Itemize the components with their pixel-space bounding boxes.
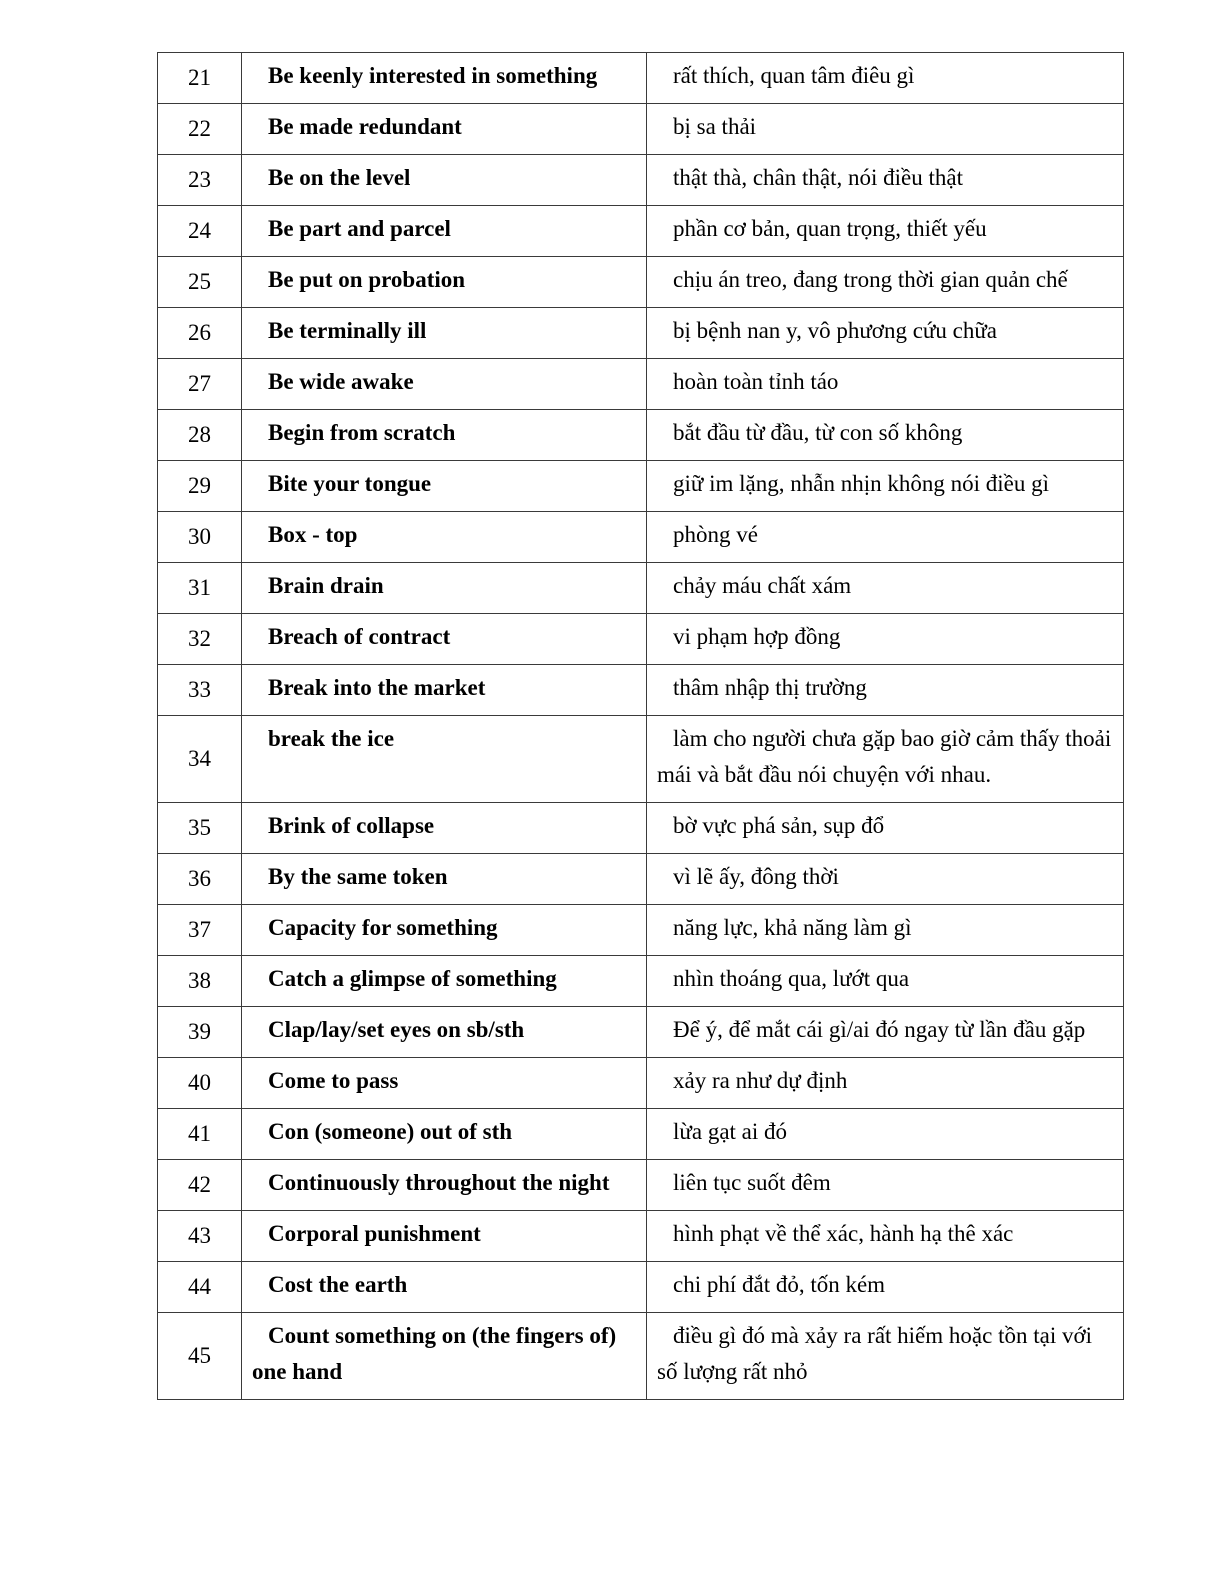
phrase-text: Clap/lay/set eyes on sb/sth bbox=[268, 1017, 525, 1042]
meaning-text: bị bệnh nan y, vô phương cứu chữa bbox=[673, 318, 997, 343]
table-row bbox=[158, 905, 1124, 956]
row-number: 43 bbox=[158, 1211, 242, 1262]
meaning-cell bbox=[647, 461, 1124, 512]
table-row bbox=[158, 1109, 1124, 1160]
phrase-cell bbox=[242, 461, 647, 512]
row-number: 30 bbox=[158, 512, 242, 563]
phrase-cell bbox=[242, 104, 647, 155]
phrase-text: Be made redundant bbox=[268, 114, 462, 139]
meaning-cell bbox=[647, 1211, 1124, 1262]
meaning-cell bbox=[647, 1109, 1124, 1160]
phrase-text: Cost the earth bbox=[268, 1272, 408, 1297]
phrase-text: Be on the level bbox=[268, 165, 411, 190]
phrase-cell bbox=[242, 410, 647, 461]
row-number: 42 bbox=[158, 1160, 242, 1211]
meaning-cell bbox=[647, 257, 1124, 308]
meaning-text: xảy ra như dự định bbox=[673, 1068, 848, 1093]
row-number: 25 bbox=[158, 257, 242, 308]
meaning-text: hình phạt về thể xác, hành hạ thê xác bbox=[673, 1221, 1014, 1246]
meaning-text: liên tục suốt đêm bbox=[673, 1170, 831, 1195]
phrase-text: Be part and parcel bbox=[268, 216, 451, 241]
phrase-cell bbox=[242, 803, 647, 854]
meaning-text: thâm nhập thị trường bbox=[673, 675, 867, 700]
row-number: 41 bbox=[158, 1109, 242, 1160]
phrase-text: Capacity for something bbox=[268, 915, 498, 940]
row-number: 23 bbox=[158, 155, 242, 206]
phrase-text: Come to pass bbox=[268, 1068, 399, 1093]
phrase-cell bbox=[242, 1007, 647, 1058]
phrase-text: Brain drain bbox=[268, 573, 384, 598]
meaning-text: lừa gạt ai đó bbox=[673, 1119, 788, 1144]
meaning-text: chịu án treo, đang trong thời gian quản chế bbox=[673, 267, 1068, 292]
row-number: 40 bbox=[158, 1058, 242, 1109]
phrase-text: Bite your tongue bbox=[268, 471, 432, 496]
meaning-text: bắt đầu từ đầu, từ con số không bbox=[673, 420, 963, 445]
meaning-text: bị sa thải bbox=[673, 114, 757, 139]
table-row bbox=[158, 308, 1124, 359]
meaning-text: vì lẽ ấy, đông thời bbox=[673, 864, 839, 889]
row-number: 39 bbox=[158, 1007, 242, 1058]
meaning-text: phần cơ bản, quan trọng, thiết yếu bbox=[673, 216, 987, 241]
phrase-text: Begin from scratch bbox=[268, 420, 456, 445]
row-number: 31 bbox=[158, 563, 242, 614]
meaning-text: điều gì đó mà xảy ra rất hiếm hoặc tồn tại với số lượng rất nhỏ bbox=[657, 1323, 1093, 1384]
table-row bbox=[158, 1211, 1124, 1262]
phrase-cell bbox=[242, 1313, 647, 1400]
phrase-text: Corporal punishment bbox=[268, 1221, 481, 1246]
meaning-text: thật thà, chân thật, nói điều thật bbox=[673, 165, 963, 190]
meaning-cell bbox=[647, 155, 1124, 206]
phrase-cell bbox=[242, 512, 647, 563]
table-row bbox=[158, 1313, 1124, 1400]
phrase-cell bbox=[242, 1058, 647, 1109]
table-row bbox=[158, 1160, 1124, 1211]
table-row bbox=[158, 410, 1124, 461]
phrase-cell bbox=[242, 614, 647, 665]
meaning-cell bbox=[647, 1058, 1124, 1109]
phrase-cell bbox=[242, 1109, 647, 1160]
table-row bbox=[158, 206, 1124, 257]
phrase-text: Be wide awake bbox=[268, 369, 414, 394]
row-number: 21 bbox=[158, 53, 242, 104]
table-row bbox=[158, 956, 1124, 1007]
meaning-text: nhìn thoáng qua, lướt qua bbox=[673, 966, 910, 991]
phrase-text: Con (someone) out of sth bbox=[268, 1119, 513, 1144]
row-number: 24 bbox=[158, 206, 242, 257]
phrase-text: break the ice bbox=[268, 726, 395, 751]
row-number: 38 bbox=[158, 956, 242, 1007]
phrase-cell bbox=[242, 206, 647, 257]
phrase-cell bbox=[242, 665, 647, 716]
row-number: 28 bbox=[158, 410, 242, 461]
row-number: 45 bbox=[158, 1313, 242, 1400]
phrase-cell bbox=[242, 308, 647, 359]
phrase-cell bbox=[242, 956, 647, 1007]
table-row bbox=[158, 716, 1124, 803]
phrase-text: By the same token bbox=[268, 864, 448, 889]
meaning-cell bbox=[647, 854, 1124, 905]
row-number: 32 bbox=[158, 614, 242, 665]
phrase-text: Box - top bbox=[268, 522, 358, 547]
phrase-cell bbox=[242, 905, 647, 956]
phrase-text: Catch a glimpse of something bbox=[268, 966, 557, 991]
vocabulary-table bbox=[157, 52, 1124, 1400]
phrase-text: Be put on probation bbox=[268, 267, 466, 292]
phrase-cell bbox=[242, 1160, 647, 1211]
meaning-cell bbox=[647, 563, 1124, 614]
table-row bbox=[158, 614, 1124, 665]
meaning-cell bbox=[647, 53, 1124, 104]
meaning-cell bbox=[647, 716, 1124, 803]
table-row bbox=[158, 359, 1124, 410]
meaning-cell bbox=[647, 1313, 1124, 1400]
meaning-cell bbox=[647, 803, 1124, 854]
phrase-cell bbox=[242, 155, 647, 206]
meaning-text: bờ vực phá sản, sụp đổ bbox=[673, 813, 885, 838]
phrase-cell bbox=[242, 359, 647, 410]
table-row bbox=[158, 461, 1124, 512]
table-row bbox=[158, 257, 1124, 308]
phrase-cell bbox=[242, 854, 647, 905]
meaning-text: chảy máu chất xám bbox=[673, 573, 852, 598]
phrase-text: Breach of contract bbox=[268, 624, 451, 649]
meaning-text: giữ im lặng, nhẫn nhịn không nói điều gì bbox=[673, 471, 1049, 496]
phrase-cell bbox=[242, 563, 647, 614]
table-row bbox=[158, 155, 1124, 206]
meaning-cell bbox=[647, 614, 1124, 665]
table-row bbox=[158, 512, 1124, 563]
meaning-text: làm cho người chưa gặp bao giờ cảm thấy thoải mái và bắt đầu nói chuyện với nhau. bbox=[657, 726, 1112, 787]
meaning-cell bbox=[647, 512, 1124, 563]
row-number: 29 bbox=[158, 461, 242, 512]
row-number: 22 bbox=[158, 104, 242, 155]
meaning-text: Để ý, để mắt cái gì/ai đó ngay từ lần đầu gặp bbox=[673, 1017, 1086, 1042]
meaning-cell bbox=[647, 308, 1124, 359]
table-row bbox=[158, 854, 1124, 905]
phrase-cell bbox=[242, 257, 647, 308]
phrase-text: Count something on (the fingers of) one hand bbox=[252, 1323, 617, 1384]
row-number: 26 bbox=[158, 308, 242, 359]
table-row bbox=[158, 1058, 1124, 1109]
phrase-text: Be keenly interested in something bbox=[268, 63, 598, 88]
row-number: 37 bbox=[158, 905, 242, 956]
meaning-text: rất thích, quan tâm điêu gì bbox=[673, 63, 915, 88]
meaning-cell bbox=[647, 410, 1124, 461]
meaning-text: năng lực, khả năng làm gì bbox=[673, 915, 912, 940]
meaning-cell bbox=[647, 1007, 1124, 1058]
phrase-cell bbox=[242, 1211, 647, 1262]
row-number: 34 bbox=[158, 716, 242, 803]
phrase-text: Brink of collapse bbox=[268, 813, 435, 838]
table-row bbox=[158, 665, 1124, 716]
meaning-cell bbox=[647, 1262, 1124, 1313]
row-number: 44 bbox=[158, 1262, 242, 1313]
table-row bbox=[158, 563, 1124, 614]
meaning-text: phòng vé bbox=[673, 522, 758, 547]
meaning-text: hoàn toàn tỉnh táo bbox=[673, 369, 839, 394]
meaning-cell bbox=[647, 359, 1124, 410]
meaning-text: chi phí đắt đỏ, tốn kém bbox=[673, 1272, 886, 1297]
table-row bbox=[158, 53, 1124, 104]
phrase-cell bbox=[242, 53, 647, 104]
meaning-cell bbox=[647, 206, 1124, 257]
row-number: 27 bbox=[158, 359, 242, 410]
meaning-cell bbox=[647, 956, 1124, 1007]
row-number: 33 bbox=[158, 665, 242, 716]
phrase-text: Continuously throughout the night bbox=[268, 1170, 610, 1195]
table-row bbox=[158, 803, 1124, 854]
phrase-text: Be terminally ill bbox=[268, 318, 427, 343]
vocabulary-table-body bbox=[158, 53, 1124, 1400]
phrase-cell bbox=[242, 1262, 647, 1313]
table-row bbox=[158, 104, 1124, 155]
meaning-cell bbox=[647, 905, 1124, 956]
phrase-cell bbox=[242, 716, 647, 803]
table-row bbox=[158, 1007, 1124, 1058]
meaning-text: vi phạm hợp đồng bbox=[673, 624, 841, 649]
meaning-cell bbox=[647, 665, 1124, 716]
meaning-cell bbox=[647, 104, 1124, 155]
phrase-text: Break into the market bbox=[268, 675, 486, 700]
row-number: 35 bbox=[158, 803, 242, 854]
meaning-cell bbox=[647, 1160, 1124, 1211]
table-row bbox=[158, 1262, 1124, 1313]
row-number: 36 bbox=[158, 854, 242, 905]
